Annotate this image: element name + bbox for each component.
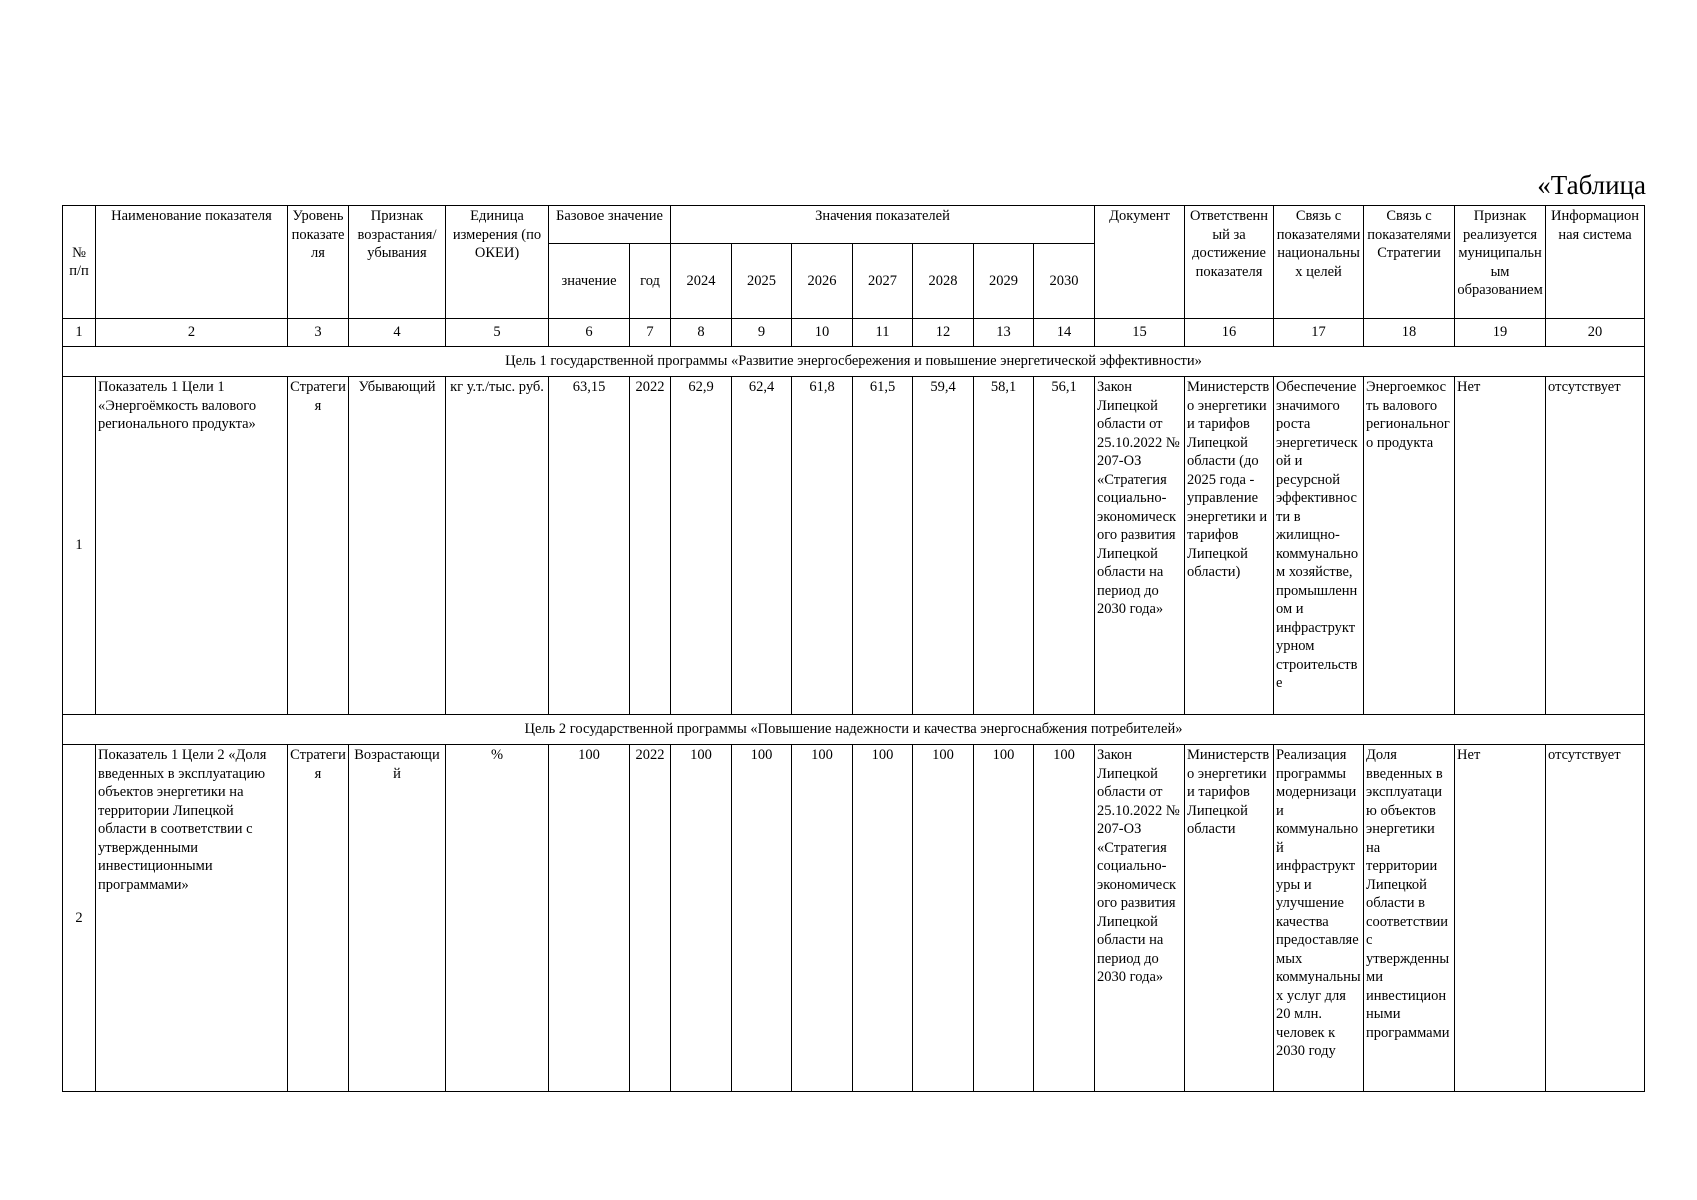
header-national: Связь с показателями национальных целей (1274, 206, 1364, 319)
header-trend: Признак возрастания/ убывания (349, 206, 446, 319)
column-number: 2 (96, 319, 288, 347)
value-2027: 100 (853, 745, 913, 1092)
header-strategy: Связь с показателями Стратегии (1364, 206, 1455, 319)
header-base: Базовое значение (549, 206, 671, 244)
column-numbers-row (63, 319, 1645, 347)
table-row (63, 745, 1645, 1092)
value-2024: 62,9 (671, 377, 732, 715)
value-2029: 58,1 (974, 377, 1034, 715)
indicator-trend: Убывающий (349, 377, 446, 715)
value-2025: 100 (732, 745, 792, 1092)
header-year: 2026 (792, 244, 853, 319)
value-2030: 100 (1034, 745, 1095, 1092)
national-goals-link: Обеспечение значимого роста энергетической и ресурсной эффективности в жилищно-коммунальном хозяйстве, промышленном и инфраструктурном строительстве (1274, 377, 1364, 715)
column-number: 13 (974, 319, 1034, 347)
column-number: 4 (349, 319, 446, 347)
row-num: 2 (63, 745, 96, 1092)
value-2030: 56,1 (1034, 377, 1095, 715)
indicator-trend: Возрастающий (349, 745, 446, 1092)
responsible: Министерство энергетики и тарифов Липецкой области (1185, 745, 1274, 1092)
strategy-link: Энергоемкость валового регионального продукта (1364, 377, 1455, 715)
goal-2-title: Цель 2 государственной программы «Повышение надежности и качества энергоснабжения потребителей» (63, 715, 1645, 745)
column-number: 11 (853, 319, 913, 347)
header-num: № п/п (63, 206, 96, 319)
base-value: 100 (549, 745, 630, 1092)
strategy-link: Доля введенных в эксплуатацию объектов энергетики на территории Липецкой области в соответствии с утвержденными инвестиционными программами (1364, 745, 1455, 1092)
column-number: 19 (1455, 319, 1546, 347)
column-number: 10 (792, 319, 853, 347)
column-number: 17 (1274, 319, 1364, 347)
goal-1-title: Цель 1 государственной программы «Развитие энергосбережения и повышение энергетической эффективности» (63, 347, 1645, 377)
indicator-level: Стратегия (288, 745, 349, 1092)
indicator-unit: кг у.т./тыс. руб. (446, 377, 549, 715)
responsible: Министерство энергетики и тарифов Липецкой области (до 2025 года - управление энергетики и тарифов Липецкой области) (1185, 377, 1274, 715)
value-2028: 100 (913, 745, 974, 1092)
header-document: Документ (1095, 206, 1185, 319)
value-2026: 61,8 (792, 377, 853, 715)
column-number: 18 (1364, 319, 1455, 347)
header-year: 2027 (853, 244, 913, 319)
base-year: 2022 (630, 745, 671, 1092)
header-level: Уровень показателя (288, 206, 349, 319)
header-municipal: Признак реализуется муниципальным образованием (1455, 206, 1546, 319)
header-name: Наименование показателя (96, 206, 288, 319)
indicator-name: Показатель 1 Цели 2 «Доля введенных в эксплуатацию объектов энергетики на территории Липецкой области в соответствии с утвержденными инвестиционными программами» (96, 745, 288, 1092)
column-number: 15 (1095, 319, 1185, 347)
header-base-value: значение (549, 244, 630, 319)
value-2027: 61,5 (853, 377, 913, 715)
row-num: 1 (63, 377, 96, 715)
national-goals-link: Реализация программы модернизации коммунальной инфраструктуры и улучшение качества предоставляемых коммунальных услуг для 20 млн. человек к 2030 году (1274, 745, 1364, 1092)
header-year: 2024 (671, 244, 732, 319)
indicator-name: Показатель 1 Цели 1 «Энергоёмкость валового регионального продукта» (96, 377, 288, 715)
base-year: 2022 (630, 377, 671, 715)
header-unit: Единица измерения (по ОКЕИ) (446, 206, 549, 319)
header-year: 2029 (974, 244, 1034, 319)
value-2026: 100 (792, 745, 853, 1092)
base-value: 63,15 (549, 377, 630, 715)
column-number: 20 (1546, 319, 1645, 347)
header-values: Значения показателей (671, 206, 1095, 244)
column-number: 16 (1185, 319, 1274, 347)
document: Закон Липецкой области от 25.10.2022 № 207-ОЗ «Стратегия социально-экономического развития Липецкой области на период до 2030 года» (1095, 745, 1185, 1092)
header-year: 2030 (1034, 244, 1095, 319)
value-2029: 100 (974, 745, 1034, 1092)
municipal-flag: Нет (1455, 745, 1546, 1092)
header-base-year: год (630, 244, 671, 319)
info-system: отсутствует (1546, 377, 1645, 715)
value-2025: 62,4 (732, 377, 792, 715)
column-number: 14 (1034, 319, 1095, 347)
info-system: отсутствует (1546, 745, 1645, 1092)
header-responsible: Ответственный за достижение показателя (1185, 206, 1274, 319)
header-year: 2028 (913, 244, 974, 319)
table-row (63, 377, 1645, 715)
column-number: 12 (913, 319, 974, 347)
value-2028: 59,4 (913, 377, 974, 715)
indicator-unit: % (446, 745, 549, 1092)
value-2024: 100 (671, 745, 732, 1092)
column-number: 1 (63, 319, 96, 347)
column-number: 7 (630, 319, 671, 347)
header-info-system: Информационная система (1546, 206, 1645, 319)
indicator-level: Стратегия (288, 377, 349, 715)
document: Закон Липецкой области от 25.10.2022 № 207-ОЗ «Стратегия социально-экономического развития Липецкой области на период до 2030 года» (1095, 377, 1185, 715)
column-number: 3 (288, 319, 349, 347)
municipal-flag: Нет (1455, 377, 1546, 715)
column-number: 5 (446, 319, 549, 347)
column-number: 8 (671, 319, 732, 347)
column-number: 6 (549, 319, 630, 347)
column-number: 9 (732, 319, 792, 347)
table-caption: «Таблица (1537, 170, 1646, 200)
header-year: 2025 (732, 244, 792, 319)
indicators-table (62, 205, 1645, 1092)
